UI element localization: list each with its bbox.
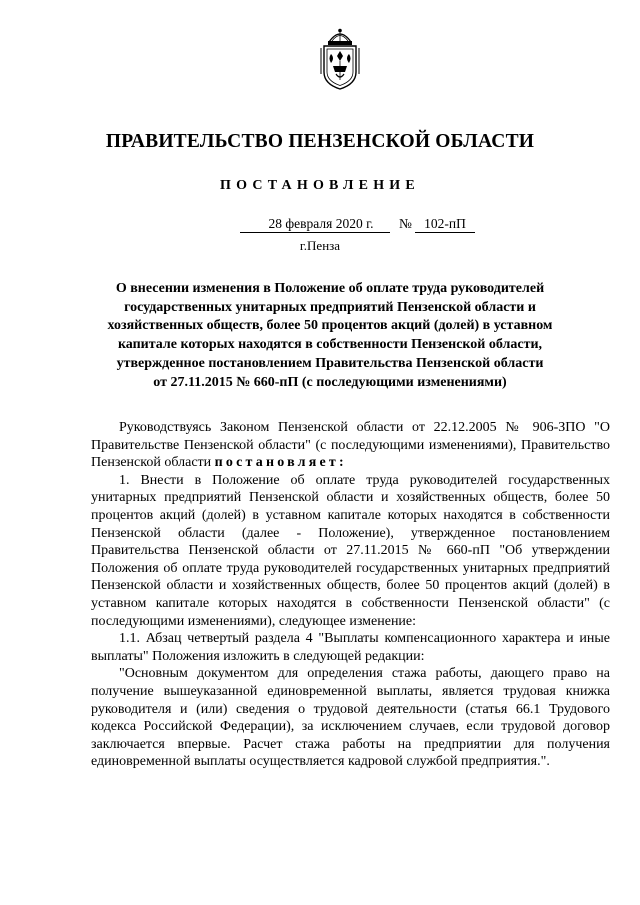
paragraph-new-wording: "Основным документом для определения стажа работы, дающего право на получение вышеуказанной единовременной выплаты, является трудовая книжка руководителя и (или) сведения о трудовой деятельности (статья 66.1 Трудового кодекса Российской Федерации), за исключением случаев, если трудовой договор заключается впервые. Расчет стажа работы на предприятии для получения единовременной выплаты осуществляется кадровой службой предприятия.". (91, 666, 610, 770)
heading-line: капитале которых находятся в собственности Пензенской области, (117, 337, 543, 353)
number-sign: № (399, 216, 412, 231)
heading-line: О внесении изменения в Положение об оплате труда руководителей (115, 281, 545, 296)
document-type: ПОСТАНОВЛЕНИЕ (220, 178, 420, 193)
heading-line: государственных унитарных предприятий Пензенской области и (124, 299, 536, 315)
paragraph-item-1: 1. Внести в Положение об оплате труда руководителей государственных унитарных предприятий Пензенской области и хозяйственных обществ, более 50 процентов акций (долей) в уставном капитале которых находятся в собственности Пензенской области (далее - Положение), утвержденное постановлением Правительства Пензенской области от 27.11.2015 № 660-пП "Об утверждении Положения об оплате труда руководителей государственных унитарных предприятий Пензенской области и хозяйственных обществ, более 50 процентов акций (долей) в уставном капитале которых находятся в собственности Пензенской области" (с последующими изменениями), следующее изменение: (91, 472, 610, 629)
heading-line: утвержденное постановлением Правительства Пензенской области (116, 355, 544, 371)
heading-line: от 27.11.2015 № 660-пП (с последующими изменениями) (153, 374, 507, 390)
organization-title: ПРАВИТЕЛЬСТВО ПЕНЗЕНСКОЙ ОБЛАСТИ (105, 131, 535, 152)
document-body (91, 419, 610, 771)
resolves-word: постановляет: (214, 455, 347, 471)
document-date: 28 февраля 2020 г. (240, 216, 390, 233)
coat-of-arms-icon (319, 28, 361, 90)
city: г.Пенза (299, 238, 341, 253)
heading-line: хозяйственных обществ, более 50 процентов акций (долей) в уставном (107, 318, 553, 334)
document-number: 102-пП (415, 216, 475, 233)
paragraph-item-1-1: 1.1. Абзац четвертый раздела 4 "Выплаты компенсационного характера и иные выплаты" Положения изложить в следующей редакции: (91, 631, 610, 664)
document-heading (100, 280, 560, 392)
paragraph-preamble (91, 419, 610, 472)
preamble-text: Руководствуясь Законом Пензенской области от 22.12.2005 № 906-ЗПО "О Правительстве Пензенской области" (с последующими изменениями), Правительство Пензенской области (91, 420, 610, 471)
